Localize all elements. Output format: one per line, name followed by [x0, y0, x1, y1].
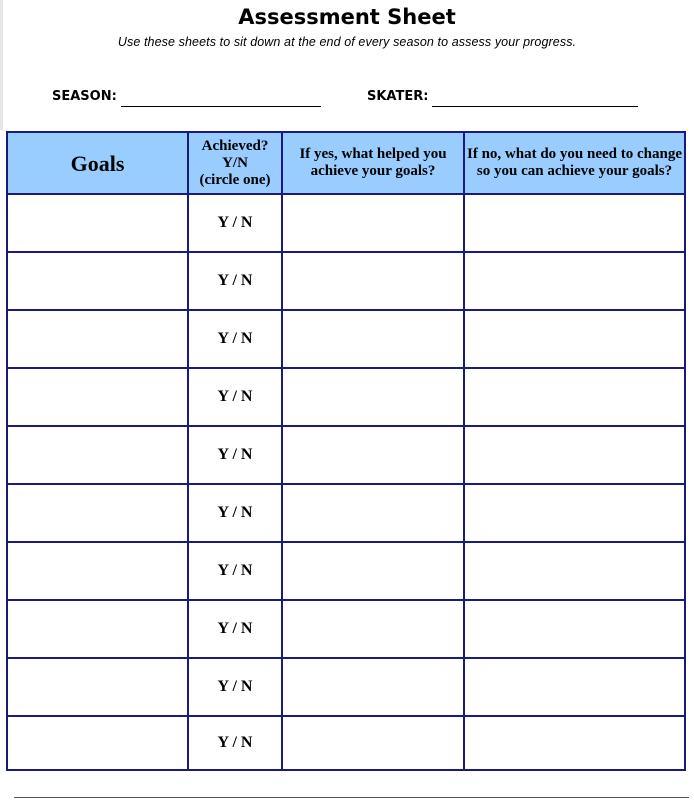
- helped-cell[interactable]: [282, 252, 464, 310]
- season-input-line[interactable]: [121, 90, 321, 107]
- table-row: [7, 600, 685, 658]
- header-change: If no, what do you need to change so you can achieve your goals?: [464, 132, 685, 194]
- change-cell[interactable]: [464, 368, 685, 426]
- table-header-row: [7, 132, 685, 194]
- change-cell[interactable]: [464, 426, 685, 484]
- table-row: [7, 252, 685, 310]
- achieved-cell[interactable]: Y / N: [188, 484, 282, 542]
- goal-cell[interactable]: [7, 658, 188, 716]
- goal-cell[interactable]: [7, 426, 188, 484]
- goal-cell[interactable]: [7, 600, 188, 658]
- table-row: [7, 716, 685, 770]
- helped-cell[interactable]: [282, 426, 464, 484]
- goal-cell[interactable]: [7, 194, 188, 252]
- table-row: [7, 426, 685, 484]
- table-row: [7, 368, 685, 426]
- table-row: [7, 658, 685, 716]
- achieved-cell[interactable]: Y / N: [188, 658, 282, 716]
- helped-cell[interactable]: [282, 542, 464, 600]
- achieved-cell[interactable]: Y / N: [188, 368, 282, 426]
- helped-cell[interactable]: [282, 484, 464, 542]
- achieved-cell[interactable]: Y / N: [188, 542, 282, 600]
- table-row: [7, 542, 685, 600]
- skater-input-line[interactable]: [432, 90, 638, 107]
- page-subtitle: Use these sheets to sit down at the end of every season to assess your progress.: [117, 35, 577, 49]
- header-achieved-line2: Y/N: [222, 154, 248, 171]
- goal-cell[interactable]: [7, 484, 188, 542]
- helped-cell[interactable]: [282, 368, 464, 426]
- page-title: Assessment Sheet: [238, 5, 456, 29]
- helped-cell[interactable]: [282, 658, 464, 716]
- achieved-cell[interactable]: Y / N: [188, 426, 282, 484]
- header-achieved: [188, 132, 282, 194]
- achieved-cell[interactable]: Y / N: [188, 310, 282, 368]
- helped-cell[interactable]: [282, 310, 464, 368]
- change-cell[interactable]: [464, 252, 685, 310]
- change-cell[interactable]: [464, 310, 685, 368]
- achieved-cell[interactable]: Y / N: [188, 600, 282, 658]
- assessment-table: [6, 131, 686, 771]
- skater-field[interactable]: [367, 87, 638, 107]
- achieved-cell[interactable]: Y / N: [188, 716, 282, 770]
- goal-cell[interactable]: [7, 542, 188, 600]
- table-row: [7, 194, 685, 252]
- helped-cell[interactable]: [282, 716, 464, 770]
- goal-cell[interactable]: [7, 368, 188, 426]
- change-cell[interactable]: [464, 716, 685, 770]
- skater-label: SKATER:: [367, 89, 429, 104]
- achieved-cell[interactable]: Y / N: [188, 194, 282, 252]
- helped-cell[interactable]: [282, 194, 464, 252]
- header-goals: Goals: [7, 132, 188, 194]
- goal-cell[interactable]: [7, 252, 188, 310]
- table-row: [7, 484, 685, 542]
- change-cell[interactable]: [464, 600, 685, 658]
- change-cell[interactable]: [464, 658, 685, 716]
- achieved-cell[interactable]: Y / N: [188, 252, 282, 310]
- bottom-divider: [14, 797, 689, 798]
- season-field[interactable]: [52, 87, 321, 107]
- change-cell[interactable]: [464, 542, 685, 600]
- change-cell[interactable]: [464, 194, 685, 252]
- season-label: SEASON:: [52, 89, 117, 104]
- change-cell[interactable]: [464, 484, 685, 542]
- header-achieved-line1: Achieved?: [201, 137, 269, 154]
- goal-cell[interactable]: [7, 310, 188, 368]
- header-achieved-line3: (circle one): [199, 171, 271, 188]
- helped-cell[interactable]: [282, 600, 464, 658]
- header-helped: If yes, what helped you achieve your goals?: [282, 132, 464, 194]
- goal-cell[interactable]: [7, 716, 188, 770]
- table-row: [7, 310, 685, 368]
